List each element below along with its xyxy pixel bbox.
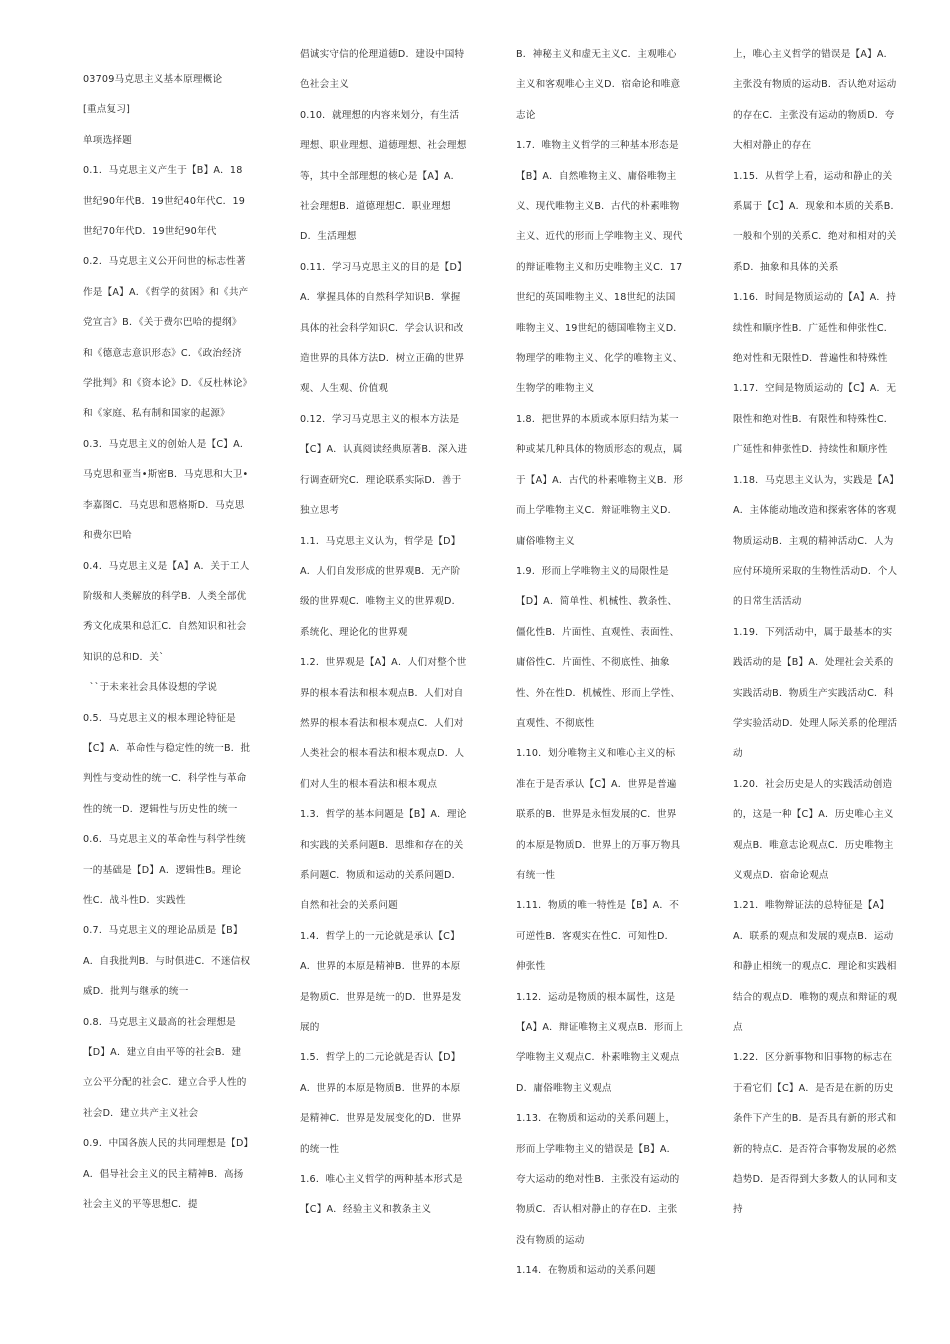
question-paragraph: 1.1．马克思主义认为，哲学是【D】A．人们自发形成的世界观B．无产阶级的世界观C．唯物主义的世界观D．系统化、理论化的世界观 [300, 535, 462, 638]
question-paragraph: 1.13．在物质和运动的关系问题上，形而上学唯物主义的错误是【B】A．夸大运动的绝对性B．主张没有运动的物质C．否认相对静止的存在D．主张没有物质的运动 [516, 1113, 680, 1246]
question-paragraph: 1.5．哲学上的二元论就是否认【D】A．世界的本原是物质B．世界的本原是精神C．世界是发展变化的D．世界的统一性 [300, 1052, 462, 1155]
course-title: 03709马克思主义基本原理概论 [83, 74, 223, 85]
question-paragraph: 1.9．形而上学唯物主义的局限性是【D】A．简单性、机械性、教条性、僵化性B．片面性、直观性、表面性、庸俗性C．片面性、不彻底性、抽象性、外在性D．机械性、形而上学性、直观性、不彻底性 [516, 565, 681, 729]
question-paragraph: 倡诚实守信的伦理道德D．建设中国特色社会主义 [300, 49, 465, 91]
text-column-2 [300, 40, 468, 1226]
question-paragraph: 1.10．划分唯物主义和唯心主义的标准在于是否承认【C】A．世界是普遍联系的B．世界是永恒发展的C．世界的本原是物质D．世界上的万事万物具有统一性 [516, 748, 681, 881]
question-paragraph: 0.2．马克思主义公开问世的标志性著作是【A】A．《哲学的贫困》和《共产党宣言》B．《关于费尔巴哈的提纲》和《德意志意识形态》C．《政治经济学批判》和《资本论》D．《反杜林论》和《家庭、私有制和国家的起源》 [83, 256, 249, 420]
question-paragraph: B．神秘主义和虚无主义C．主观唯心主义和客观唯心主义D．宿命论和唯意志论 [516, 49, 681, 121]
question-paragraph: 1.11．物质的唯一特性是【B】A．不可逆性B．客观实在性C．可知性D．伸张性 [516, 900, 680, 973]
course-subtitle: [重点复习] [83, 104, 131, 116]
text-column-4 [733, 40, 901, 1226]
text-column-1 [83, 65, 251, 1220]
question-paragraph: 1.2．世界观是【A】A．人们对整个世界的根本看法和根本观点B．人们对自然界的根本看法和根本观点C．人们对人类社会的根本看法和根本观点D．人们对人生的根本看法和根本观点 [300, 657, 467, 790]
question-paragraph: 1.14．在物质和运动的关系问题 [516, 1265, 656, 1277]
question-paragraph: 1.8．把世界的本质或本原归结为某一种或某几种具体的物质形态的观点，属于【A】A．古代的朴素唯物主义B．形而上学唯物主义C．辩证唯物主义D．庸俗唯物主义 [516, 413, 684, 547]
question-paragraph: 0.6．马克思主义的革命性与科学性统一的基础是【D】A．逻辑性B。理论性C．战斗性D．实践性 [83, 834, 246, 906]
question-paragraph: 1.12．运动是物质的根本属性，这是【A】A．辩证唯物主义观点B．形而上学唯物主义观点C．朴素唯物主义观点D．庸俗唯物主义观点 [516, 991, 684, 1094]
question-paragraph: 上，唯心主义哲学的错误是【A】A．主张没有物质的运动B．否认绝对运动的存在C．主张没有运动的物质D．夸大相对静止的存在 [733, 49, 897, 152]
question-paragraph: 0.5．马克思主义的根本理论特征是【C】A．革命性与稳定性的统一B．批判性与变动性的统一C．科学性与革命性的统一D．逻辑性与历史性的统一 [83, 712, 251, 815]
question-paragraph: 1.3．哲学的基本问题是【B】A．理论和实践的关系问题B．思维和存在的关系问题C．物质和运动的关系问题D．自然和社会的关系问题 [300, 809, 467, 912]
question-paragraph: 0.1．马克思主义产生于【B】A．18世纪90年代B．19世纪40年代C．19世纪70年代D．19世纪90年代 [83, 165, 246, 238]
question-paragraph: 1.4．哲学上的一元论就是承认【C】A．世界的本原是精神B．世界的本原是物质C．世界是统一的D．世界是发展的 [300, 930, 462, 1033]
question-paragraph: 1.6．唯心主义哲学的两种基本形式是【C】A．经验主义和教条主义 [300, 1174, 463, 1216]
question-paragraph: 1.21．唯物辩证法的总特征是【A】A．联系的观点和发展的观点B．运动和静止相统一的观点C．理论和实践相结合的观点D．唯物的观点和辩证的观点 [733, 900, 898, 1033]
question-paragraph: 1.19．下列活动中，属于最基本的实践活动的是【B】A．处理社会关系的实践活动B．物质生产实践活动C．科学实验活动D．处理人际关系的伦理活动 [733, 626, 898, 760]
question-paragraph: 0.3．马克思主义的创始人是【C】A．马克思和亚当•斯密B．马克思和大卫•李嘉图C．马克思和恩格斯D．马克思和费尔巴哈 [83, 438, 250, 542]
question-paragraph: 1.20．社会历史是人的实践活动创造的，这是一种【C】A．历史唯心主义观点B．唯意志论观点C．历史唯物主义观点D．宿命论观点 [733, 778, 894, 881]
question-paragraph: 0.11．学习马克思主义的目的是【D】A．掌握具体的自然科学知识B．掌握具体的社会科学知识C．学会认识和改造世界的具体方法D．树立正确的世界观、人生观、价值观 [300, 261, 467, 395]
question-paragraph: 1.7．唯物主义哲学的三种基本形态是【B】A．自然唯物主义、庸俗唯物主义、现代唯物主义B．古代的朴素唯物主义、近代的形而上学唯物主义、现代的辩证唯物主义和历史唯物主义C．17世纪的英国唯物主义、18世纪的法国唯物主义、19世纪的德国唯物主义D．物理学的唯物主义、化学的唯物主义、生物学的唯物主义 [516, 140, 684, 395]
text-column-3 [516, 40, 684, 1287]
question-paragraph: 0.8．马克思主义最高的社会理想是【D】A．建立自由平等的社会B．建立公平分配的社会C．建立合乎人性的社会D．建立共产主义社会 [83, 1016, 247, 1119]
question-paragraph: 1.15．从哲学上看，运动和静止的关系属于【C】A．现象和本质的关系B．一般和个别的关系C．绝对和相对的关系D．抽象和具体的关系 [733, 170, 901, 273]
section-heading: 单项选择题 [83, 134, 132, 146]
question-paragraph: 0.7．马克思主义的理论品质是【B】A．自我批判B．与时俱进C．不迷信权威D．批判与继承的统一 [83, 925, 251, 998]
question-paragraph: 0.4．马克思主义是【A】A．关于工人阶级和人类解放的科学B．人类全部优秀文化成果和总汇C．自然知识和社会知识的总和D．关` [83, 560, 250, 663]
question-paragraph: 1.22．区分新事物和旧事物的标志在于看它们【C】A．是否是在新的历史条件下产生的B．是否具有新的形式和新的特点C．是否符合事物发展的必然趋势D．是否得到大多数人的认同和支持 [733, 1052, 898, 1216]
question-paragraph: 0.12．学习马克思主义的根本方法是【C】A．认真阅读经典原著B．深入进行调查研究C．理论联系实际D．善于独立思考 [300, 413, 468, 517]
question-paragraph: ``于未来社会具体设想的学说 [83, 682, 218, 694]
question-paragraph: 1.18．马克思主义认为，实践是【A】A．主体能动地改造和探索客体的客观物质运动B．主观的精神活动C．人为应付环境所采取的生物性活动D．个人的日常生活活动 [733, 474, 900, 608]
question-paragraph: 0.9．中国各族人民的共同理想是【D】A．倡导社会主义的民主精神B．高扬社会主义的平等思想C．提 [83, 1138, 249, 1211]
question-paragraph: 1.17．空间是物质运动的【C】A．无限性和绝对性B．有限性和特殊性C．广延性和伸张性D．持续性和顺序性 [733, 383, 897, 456]
question-paragraph: 1.16．时间是物质运动的【A】A．持续性和顺序性B．广延性和伸张性C．绝对性和无限性D．普遍性和特殊性 [733, 292, 897, 365]
question-paragraph: 0.10．就理想的内容来划分，有生活理想、职业理想、道德理想、社会理想等，其中全部理想的核心是【A】A．社会理想B．道德理想C．职业理想D．生活理想 [300, 109, 467, 243]
